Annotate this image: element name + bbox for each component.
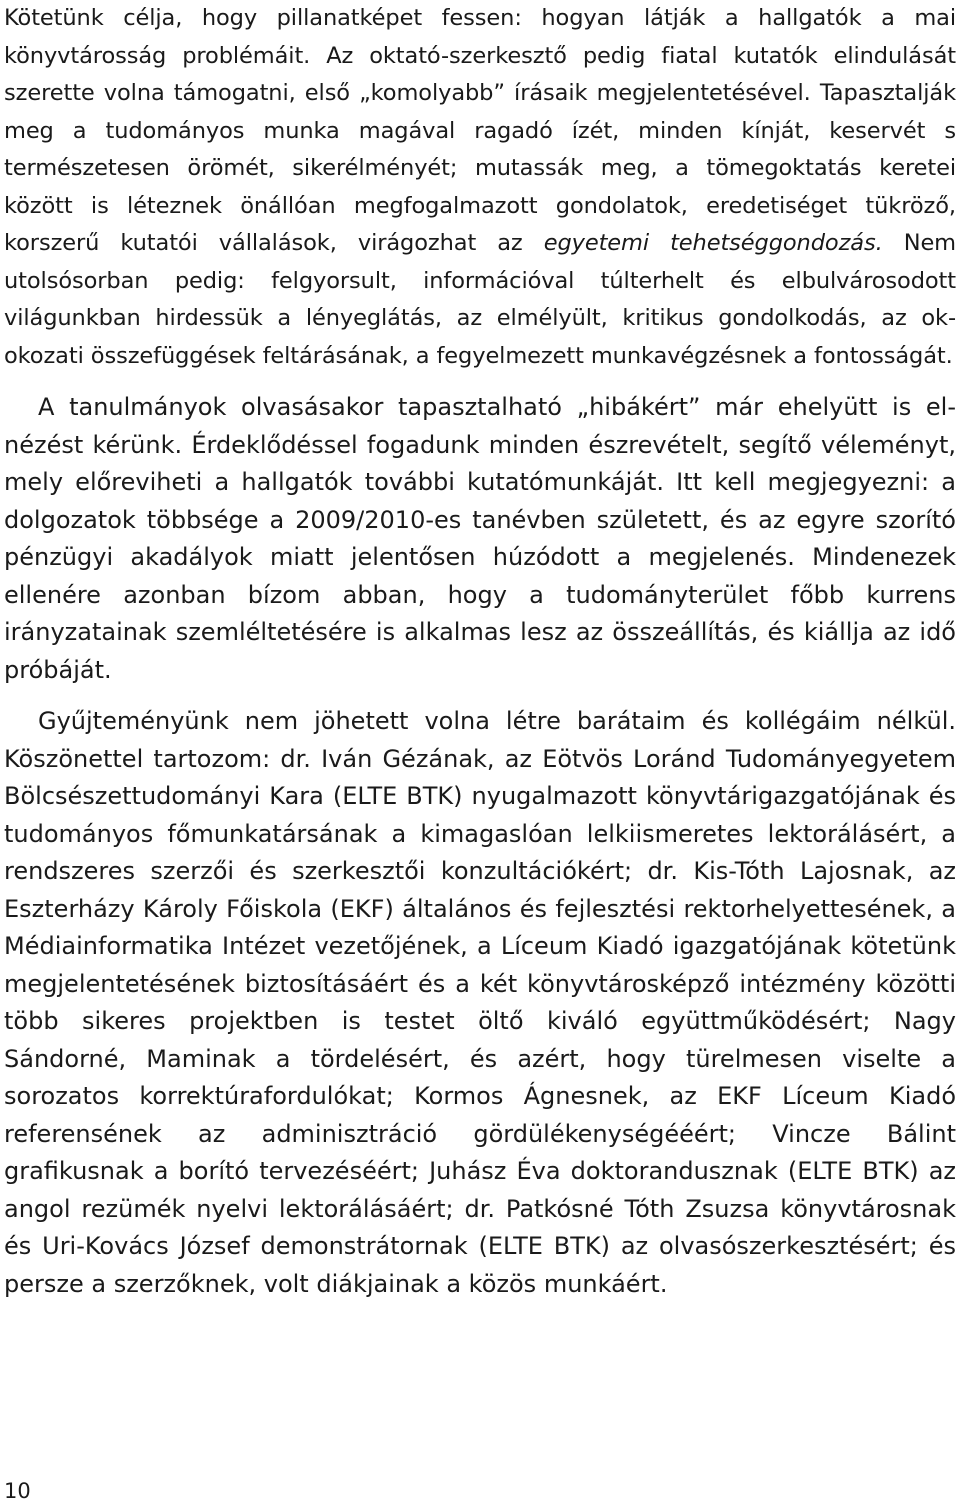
document-page bbox=[4, 0, 956, 1303]
paragraph-purpose-emphasis: egyetemi tehetséggondozás. bbox=[543, 230, 883, 256]
paragraph-errata: A tanulmányok olvasásakor tapasztalható „hibákért” már ehelyütt is elnézést kérünk. Érdeklődéssel fogadunk minden észrevételt, segítő véleményt, mely előreviheti a hallgatók további kutatómunkáját. Itt kell megjegyezni: a dolgozatok többsége a 2009/2010-es tanévben született, és az egyre szorító pénzügyi akadályok miatt jelentősen húzódott a megjelenés. Mindenezek ellenére azonban bízom abban, hogy a tudományterület főbb kurrens irányzatainak szemléltetésére is alkalmas lesz az összeállítás, és kiállja az idő próbáját. bbox=[4, 393, 956, 684]
paragraph-purpose bbox=[4, 0, 956, 375]
page-number: 10 bbox=[4, 1479, 31, 1503]
paragraph-acknowledgements: Gyűjteményünk nem jöhetett volna létre barátaim és kollégáim nélkül. Köszönettel tartozom: dr. Iván Gézának, az Eötvös Loránd Tudományegyetem Bölcsészettudományi Kara (ELTE BTK) nyugalmazott könyvtárigazgatójának és tudományos főmunkatársának a kimagaslóan lelkiismeretes lektorálásért, a rendszeres szerzői és szerkesztői konzultációkért; dr. Kis-Tóth Lajosnak, az Eszterházy Károly Főiskola (EKF) általános és fejlesztési rektorhelyettesének, a Médiainformatika Intézet vezetőjének, a Líceum Kiadó igazgatójának kötetünk megjelentetésének biztosításáért és a két könyvtárosképző intézmény közötti több sikeres projektben is testet öltő kiváló együttműködésért; Nagy Sándorné, Maminak a tördelésért, és azért, hogy türelmesen viselte a sorozatos korrektúrafordulókat; Kormos Ágnesnek, az EKF Líceum Kiadó referensének az adminisztráció gördülékenységééért; Vincze Bálint grafikusnak a borító tervezéséért; Juhász Éva doktorandusznak (ELTE BTK) az angol rezümék nyelvi lektorálásáért; dr. Patkósné Tóth Zsuzsa könyvtárosnak és Uri-Kovács József demonstrátornak (ELTE BTK) az olvasószerkesztésért; és persze a szerzőknek, volt diákjainak a közös munkáért. bbox=[4, 707, 956, 1298]
paragraph-purpose-text-1: Kötetünk célja, hogy pillanatképet fessen: hogyan látják a hallgatók a mai könyvtárosság problémáit. Az oktató-szerkesztő pedig fiatal kutatók elindulását szerette volna támogatni, első „komolyabb” írásaik megjelentetésével. Tapasztalják meg a tudományos munka magával ragadó ízét, minden kínját, keservét s természetesen örömét, sikerélményét; mutassák meg, a tömegoktatás keretei között is léteznek önállóan megfogalmazott gondolatok, eredetiséget tükröző, korszerű kutatói vállalások, virágozhat az bbox=[4, 5, 956, 256]
paragraph-purpose-text-2: Nem utolsósorban pedig: felgyorsult, információval túlterhelt és elbulvárosodott világunkban hirdessük a lényeglátás, az elmélyült, kritikus gondolkodás, az ok-okozati összefüggések feltárásának, a fegyelmezett munkavégzésnek a fontosságát. bbox=[4, 230, 957, 369]
